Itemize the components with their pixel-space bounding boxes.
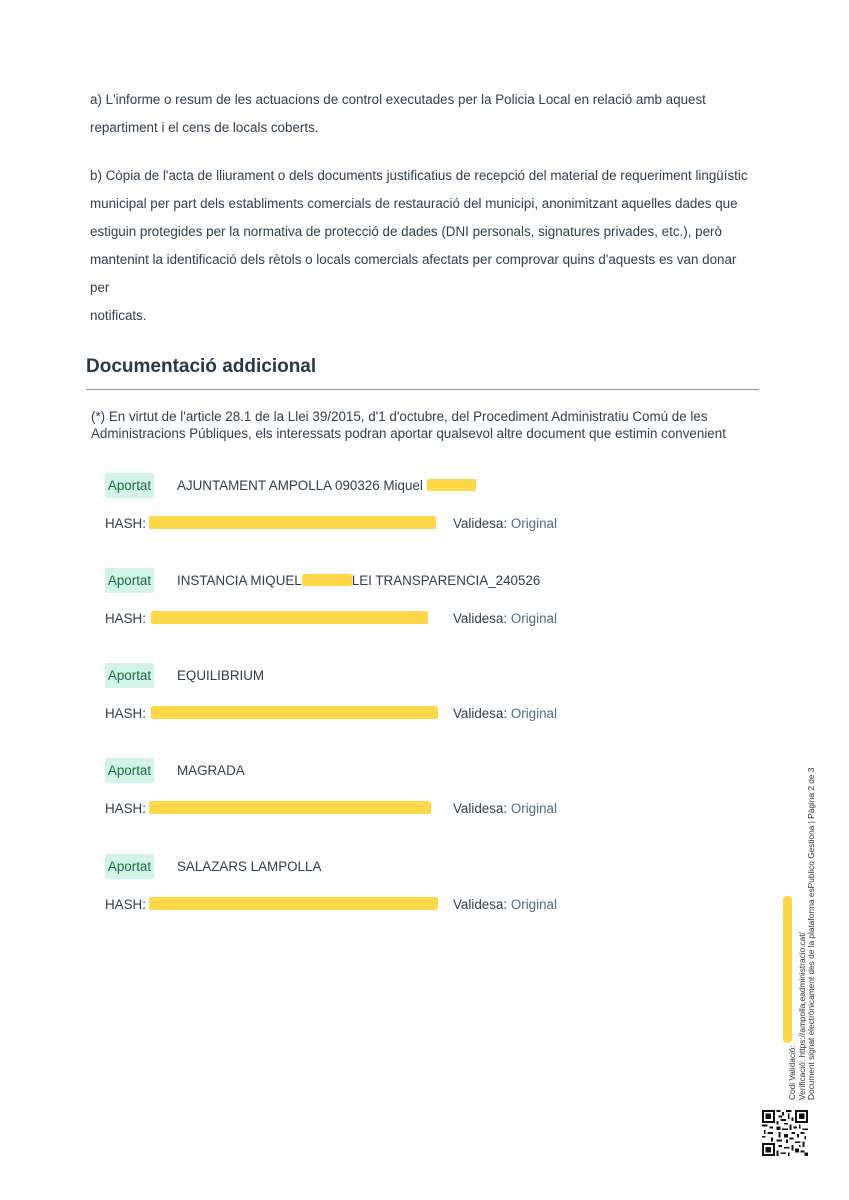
paragraph-b-line: notificats.: [90, 308, 147, 323]
qr-code-icon: [762, 1110, 808, 1156]
attachment-item: [0, 568, 849, 638]
document-name[interactable]: [177, 854, 321, 879]
section-note-line: (*) En virtut de l'article 28.1 de la Llei 39/2015, d'1 d'octubre, del Procediment Administratiu Comú de les: [91, 409, 708, 424]
document-name[interactable]: [177, 758, 245, 783]
attachment-item: [0, 758, 849, 828]
paragraph-a: [90, 86, 750, 142]
attachment-item: [0, 854, 849, 924]
document-name-text: MAGRADA: [177, 763, 245, 778]
status-badge: Aportat: [105, 758, 154, 783]
validity-label: Validesa:: [453, 897, 508, 912]
status-badge: Aportat: [105, 568, 154, 593]
hash-redaction: [151, 706, 438, 719]
hash-label: HASH:: [105, 801, 146, 816]
redaction-mark: [302, 574, 352, 586]
validity-label: Validesa:: [453, 516, 508, 531]
validation-sidebar: [788, 768, 817, 1100]
redaction-mark: [427, 479, 476, 491]
validity: [453, 610, 557, 627]
paragraph-a-line: a) L'informe o resum de les actuacions de control executades per la Policia Local en relació amb aquest: [90, 92, 706, 107]
validity-label: Validesa:: [453, 706, 508, 721]
hash-label: HASH:: [105, 611, 146, 626]
hash-redaction: [149, 516, 436, 529]
document-name-text: EQUILIBRIUM: [177, 668, 265, 683]
hash-label: HASH:: [105, 897, 146, 912]
verification-url[interactable]: Verificació: https://ampolla.eadministracio.cat/: [796, 932, 807, 1100]
paragraph-a-line: repartiment i el cens de locals coberts.: [90, 120, 319, 135]
document-name-text: SALAZARS LAMPOLLA: [177, 859, 322, 874]
paragraph-b: [90, 162, 750, 330]
attachment-item: [0, 663, 849, 733]
paragraph-b-line: mantenint la identificació dels rètols o locals comercials afectats per comprovar quins d'aquests es van donar per: [90, 252, 737, 295]
attachment-item: [0, 473, 849, 543]
hash-redaction: [149, 897, 438, 910]
signature-notice: Document signat electrònicament des de la plataforma esPublico Gestiona | Pàgina 2 de 3: [806, 767, 817, 1100]
validity: [453, 705, 557, 722]
status-badge: Aportat: [105, 854, 154, 879]
validity: [453, 896, 557, 913]
validity: [453, 800, 557, 817]
hash-redaction: [151, 611, 428, 624]
validity: [453, 515, 557, 532]
document-name-text: LEI TRANSPARENCIA_240526: [351, 573, 541, 588]
validity-label: Validesa:: [453, 611, 508, 626]
section-title: Documentació addicional: [86, 356, 317, 377]
status-badge: Aportat: [105, 473, 154, 498]
document-name[interactable]: [177, 473, 476, 498]
paragraph-b-line: municipal per part dels establiments comercials de restauració del municipi, anonimitzant aquelles dades que: [90, 196, 738, 211]
validity-value: Original: [510, 611, 557, 626]
section-divider: [86, 389, 759, 390]
validity-label: Validesa:: [453, 801, 508, 816]
section-note-line: Administracions Públiques, els interessats podran aportar qualsevol altre document que estimin convenient: [91, 426, 726, 441]
document-name-text: AJUNTAMENT AMPOLLA 090326 Miquel: [177, 478, 427, 493]
validation-code-label: Codi Validació:: [787, 1045, 797, 1100]
hash-redaction: [149, 801, 431, 814]
document-name[interactable]: [177, 568, 540, 593]
validity-value: Original: [510, 801, 557, 816]
document-name-text: INSTANCIA MIQUEL: [177, 573, 302, 588]
hash-label: HASH:: [105, 516, 146, 531]
paragraph-b-line: b) Còpia de l'acta de lliurament o dels documents justificatius de recepció del material de requeriment lingüístic: [90, 168, 748, 183]
status-badge: Aportat: [105, 663, 154, 688]
document-name[interactable]: [177, 663, 264, 688]
hash-label: HASH:: [105, 706, 146, 721]
validity-value: Original: [510, 516, 557, 531]
validity-value: Original: [510, 706, 557, 721]
paragraph-b-line: estiguin protegides per la normativa de protecció de dades (DNI personals, signatures privades, etc.), però: [90, 224, 722, 239]
validity-value: Original: [510, 897, 557, 912]
section-note: [91, 408, 731, 442]
